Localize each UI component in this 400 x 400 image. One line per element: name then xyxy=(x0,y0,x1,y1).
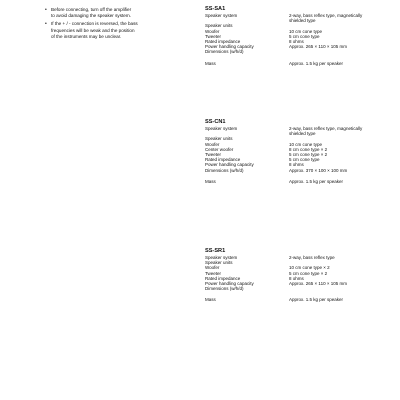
spec-value: 10 cm cone type × 2 xyxy=(289,265,330,271)
bullet-icon: • xyxy=(45,7,47,13)
spec-value: 8 ohms xyxy=(289,275,304,281)
spec-label: Rated impedance xyxy=(205,157,241,163)
spec-value: 5 cm cone type × 2 xyxy=(289,270,328,276)
spec-block xyxy=(205,248,365,303)
spec-block xyxy=(205,6,365,66)
spec-value: Approx. 265 × 110 × 105 mm xyxy=(289,281,347,287)
spec-label: Speaker system xyxy=(205,13,238,18)
spec-value: Approx. 1.5 kg per speaker xyxy=(289,297,344,303)
note-item xyxy=(45,7,195,19)
bullet-icon: • xyxy=(45,21,47,28)
spec-value: Approx. 370 × 100 × 100 mm xyxy=(289,167,348,173)
spec-value: Approx. 1.5 kg per speaker xyxy=(289,60,344,66)
spec-value xyxy=(289,286,365,291)
spec-row xyxy=(205,49,365,54)
spec-label: Dimensions (w/h/d) xyxy=(205,49,244,55)
spec-block xyxy=(205,119,365,184)
spec-label: Center woofer xyxy=(205,146,234,152)
spec-value: 5 cm cone type xyxy=(289,33,320,39)
spec-value: 10 cm cone type xyxy=(289,28,323,34)
spec-value: 8 ohms xyxy=(289,39,304,45)
spec-value: Approx. 265 × 110 × 105 mm xyxy=(289,44,347,50)
spec-label: Dimensions (w/h/d) xyxy=(205,167,244,173)
notes-column xyxy=(45,7,195,42)
spec-label: Speaker units xyxy=(205,260,233,266)
spec-label: Woofer xyxy=(205,141,220,147)
spec-value: Approx. 1.5 kg per speaker xyxy=(289,178,344,184)
spec-label: Woofer xyxy=(205,28,220,34)
spec-label: Power handling capacity xyxy=(205,44,254,50)
note-line: If the + / - connection is reversed, the bass xyxy=(51,21,138,27)
spec-row xyxy=(205,13,365,23)
spec-row xyxy=(205,286,365,291)
spec-label: Power handling capacity xyxy=(205,281,254,287)
spec-label: Rated impedance xyxy=(205,39,241,45)
spec-value: 2-way, bass reflex type, magnetically shielded type xyxy=(289,13,363,24)
spec-row xyxy=(205,168,365,173)
note-line: to avoid damaging the speaker system. xyxy=(51,13,131,19)
spec-label: Rated impedance xyxy=(205,275,241,281)
spec-label: Tweeter xyxy=(205,152,222,158)
spec-label: Mass xyxy=(205,60,216,66)
spec-label: Tweeter xyxy=(205,270,222,276)
spec-label: Speaker units xyxy=(205,136,233,142)
spec-block-title: SS-SR1 xyxy=(205,248,226,254)
spec-row xyxy=(205,179,365,184)
note-line: frequencies will be weak and the position xyxy=(51,27,135,33)
note-item xyxy=(45,21,195,40)
spec-value: 8 ohms xyxy=(289,162,304,168)
spec-label: Dimensions (w/h/d) xyxy=(205,286,244,292)
spec-label: Mass xyxy=(205,297,216,303)
note-line: of the instruments may be unclear. xyxy=(51,33,122,39)
spec-row xyxy=(205,126,365,136)
spec-block-title: SS-SA1 xyxy=(205,6,226,12)
spec-value: 5 cm cone type × 2 xyxy=(289,152,328,158)
spec-label: Speaker units xyxy=(205,23,233,29)
note-line: Before connecting, turn off the amplifier xyxy=(51,7,132,12)
spec-value: 2-way, bass reflex type xyxy=(289,255,335,260)
spec-value: 10 cm cone type xyxy=(289,141,323,147)
spec-value: 2-way, bass reflex type, magnetically shielded type xyxy=(289,126,363,137)
spec-row xyxy=(205,61,365,66)
spec-label: Power handling capacity xyxy=(205,162,254,168)
spec-value xyxy=(289,49,365,54)
spec-value: 5 cm cone type xyxy=(289,157,320,163)
spec-row xyxy=(205,297,365,302)
spec-label: Speaker system xyxy=(205,255,238,260)
spec-label: Mass xyxy=(205,178,216,184)
spec-label: Woofer xyxy=(205,265,220,271)
spec-value: 8 cm cone type × 2 xyxy=(289,146,328,152)
spec-label: Tweeter xyxy=(205,33,222,39)
spec-block-title: SS-CN1 xyxy=(205,119,226,125)
spec-label: Speaker system xyxy=(205,126,238,131)
